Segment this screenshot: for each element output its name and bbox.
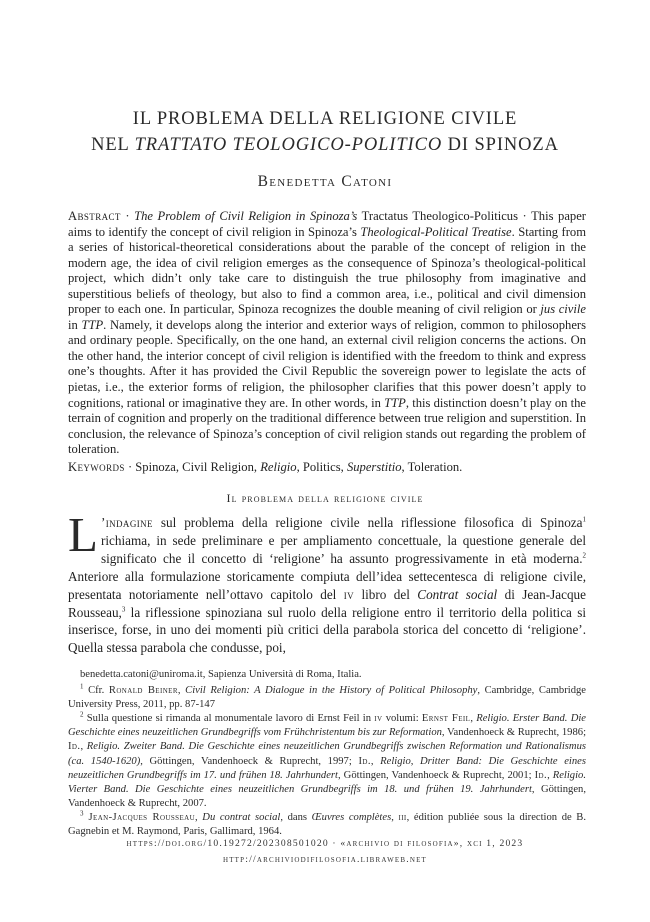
section-heading: Il problema della religione civile: [226, 491, 424, 505]
footnote-1: $^1$ Cfr. Ronald Beiner, Civil Religion: A Dialogue in the History of Political Philosophy, Cambridge, Cambridge University Press, 2011, pp. 87-147: [68, 682, 586, 711]
abstract: Abstract · The Problem of Civil Religion in Spinoza’s Tractatus Theologico-Politicus · This paper aims to identify the concept of civil religion in Spinoza’s Theological-Political Treatise. Starting from a series of historical-theoretical considerations about the parable of the concept of religion in the modern age, the idea of civil religion emerges as the consequence of Spinoza’s theological-political project, which didn’t only take care to distinguish the true philosophy from imaginative and superstitious beliefs of theology, but also to find a common area, i.e., political and civil dimension proper to each one. In particular, Spinoza recognizes the double meaning of civil religion or jus civile in TTP. Namely, it develops along the interior and exterior ways of religion, common to philosophers and ordinary people. Specifically, on the one hand, an external civil religion concerns the actions. On the other hand, the interior concept of civil religion is identified with the freedom to think and express one’s thoughts. After it has provided the Civil Republic the sovereign power to legislate the acts of pietas, i.e., the exterior forms of religion, the philosopher clarifies that this power doesn’t apply to cognitions, rational or imaginative they are. In other words, in TTP, this distinction doesn’t play on the terrain of cognition and properly on the traditional difference between true religion and superstition. In conclusion, the relevance of Spinoza’s conception of civil religion stands out regarding the problem of toleration.: [68, 209, 587, 457]
keywords: Keywords · Spinoza, Civil Religion, Religio, Politics, Superstitio, Toleration.: [68, 460, 463, 474]
footnote-ref-2[interactable]: 2: [582, 551, 586, 560]
footnote-2: $^2$ Sulla questione si rimanda al monumentale lavoro di Ernst Feil in iv volumi: Ernst Feil, Religio. Erster Band. Die Geschichte eines neuzeitlichen Grundbegriffs vom Frühchristentum bis zur Reformation, Vandenhoeck & Ruprecht, 1986; Id., Religio. Zweiter Band. Die Geschichte eines neuzeitlichen Grundbegriffs zwischen Reformation und Rationalismus (ca. 1540-1620), Göttingen, Vandenhoeck & Ruprecht, 1997; Id., Religio, Dritter Band: Die Geschichte eines neuzeitlichen Grundbegriffs im 17. und frühen 18. Jahrhundert, Göttingen, Vandenhoeck & Ruprecht, 2001; Id., Religio. Vierter Band. Die Geschichte eines neuzeitlichen Grundbegriffs im 18. und frühen 19. Jahrhundert, Göttingen, Vandenhoeck & Ruprecht, 2007.: [68, 710, 587, 809]
footnote-3: $^3$ Jean-Jacques Rousseau, Du contrat social, dans Œuvres complètes, iii, édition publiée sous la direction de B. Gagnebin et M. Raymond, Paris, Gallimard, 1964.: [68, 809, 587, 838]
footnote-ref-3[interactable]: 3: [121, 605, 126, 614]
author-name: Benedetta Catoni: [257, 173, 393, 190]
abstract-label: Abstract: [68, 209, 121, 223]
footer-doi[interactable]: https://doi.org/10.19272/202308501020 · «archivio di filosofia», xci 1, 2023: [126, 838, 524, 849]
footnotes: [68, 668, 586, 839]
footer-url[interactable]: http://archiviodifilosofia.libraweb.net: [222, 854, 428, 865]
footnote-ref-1[interactable]: 1: [582, 515, 586, 524]
keywords-label: Keywords: [68, 460, 125, 474]
author-affiliation: benedetta.catoni@uniroma.it, Sapienza Università di Roma, Italia.: [80, 669, 362, 680]
drop-cap: L: [68, 507, 98, 562]
body-paragraph: L ’indagine sul problema della religione civile nella riflessione filosofica di Spinoza$^1$ richiama, in sede preliminare e per ampliamento concettuale, la questione generale del significato che il concetto di ‘religione’ ha assunto progressivamente in età moderna.$^2$ Anteriore alla formulazione storicamente compiuta dell’idea settecentesca di religione civile, presentata notoriamente nell’ottavo capitolo del iv libro del Contrat social di Jean-Jacque Rousseau,$^3$ la riflessione spinoziana sul ruolo della religione entro il territorio della politica si inserisce, forse, in uno dei momenti più critici della parabola storica del concetto di ‘religione’. Quella stessa parabola che condusse, poi,: [68, 507, 586, 656]
title-line-2: NEL TRATTATO TEOLOGICO-POLITICO DI SPINOZA: [91, 135, 559, 155]
title-line-1: IL PROBLEMA DELLA RELIGIONE CIVILE: [132, 109, 518, 129]
